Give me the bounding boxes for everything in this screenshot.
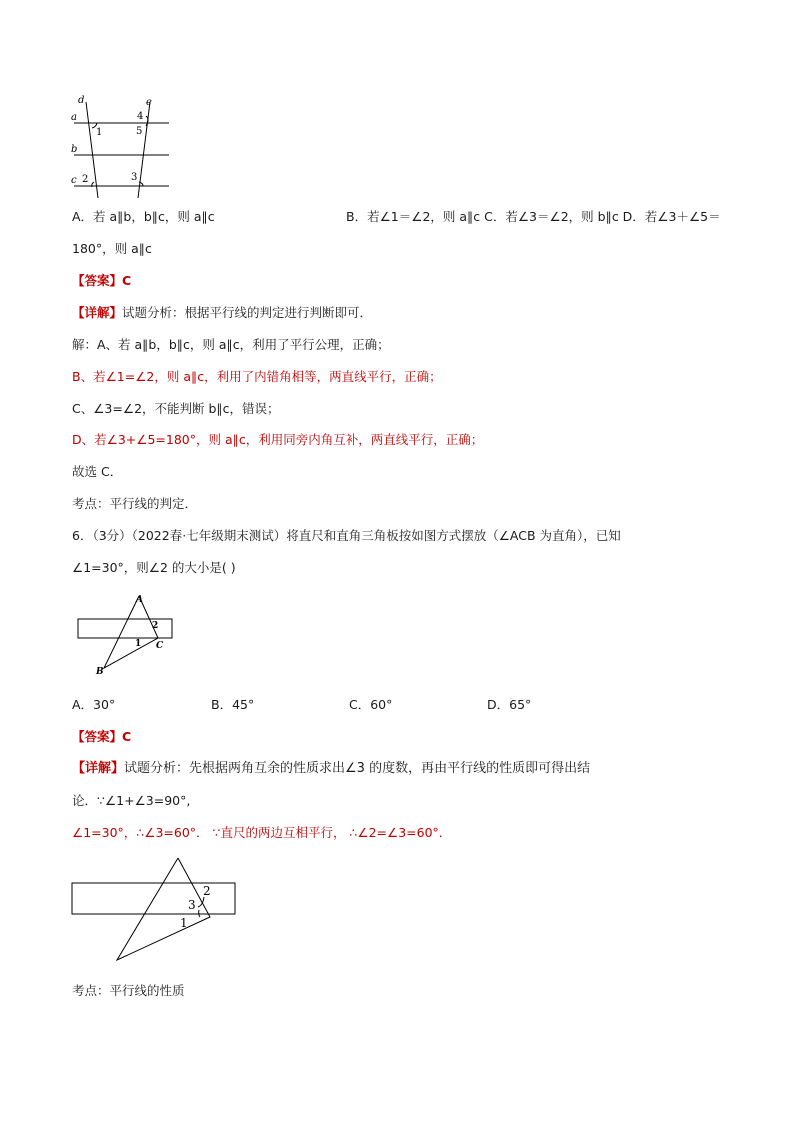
q6-detail <box>72 761 590 777</box>
q5-solution-line-3: C、∠3=∠2，不能判断 b∥c，错误； <box>72 401 280 416</box>
fig3-label-3: 3 <box>188 898 196 912</box>
q5-option-a: A．若 a∥b，b∥c，则 a∥c <box>72 209 215 224</box>
parallel-lines-figure <box>66 94 176 198</box>
ruler-triangle-angle3-figure <box>70 855 240 961</box>
q6-stem-line-2: ∠1=30°，则∠2 的大小是( ) <box>72 560 236 575</box>
q6-option-b: B．45° <box>211 697 255 712</box>
answer-value: C <box>122 729 132 744</box>
answer-tag: 【答案】 <box>72 273 123 288</box>
q5-kaodian: 考点：平行线的判定． <box>72 496 198 511</box>
q6-kaodian: 考点：平行线的性质 <box>72 983 185 998</box>
fig2-label-2: 2 <box>152 621 159 631</box>
fig1-label-3: 3 <box>131 172 138 183</box>
fig1-label-e: e <box>146 97 152 108</box>
detail-text: 试题分析：根据平行线的判定进行判断即可． <box>122 305 373 320</box>
q5-options-bcd: B．若∠1＝∠2，则 a∥c C．若∠3＝∠2，则 b∥c D．若∠3＋∠5＝ <box>346 209 721 224</box>
ruler-triangle-figure <box>72 590 176 676</box>
q5-answer <box>72 273 131 289</box>
q5-solution-line-1: 解：A、若 a∥b，b∥c，则 a∥c，利用了平行公理，正确； <box>72 337 390 352</box>
q5-option-d-continued: 180°，则 a∥c <box>72 241 152 256</box>
fig1-label-2: 2 <box>82 174 89 185</box>
answer-tag: 【答案】 <box>72 729 123 744</box>
q6-detail-line-2: 论．∵∠1+∠3=90°, <box>72 793 191 808</box>
detail-text: 试题分析：先根据两角互余的性质求出∠3 的度数，再由平行线的性质即可得出结 <box>124 761 591 776</box>
fig3-label-1: 1 <box>180 916 188 930</box>
q5-detail <box>72 305 372 321</box>
q5-choose: 故选 C． <box>72 464 123 479</box>
q6-stem-line-1: 6．（3分）（2022春·七年级期末测试）将直尺和直角三角板按如图方式摆放（∠ACB 为直角），已知 <box>72 528 621 543</box>
q6-option-c: C．60° <box>349 697 393 712</box>
fig1-label-d: d <box>78 95 85 106</box>
q6-option-d: D．65° <box>487 697 532 712</box>
fig2-label-A: A <box>136 595 143 605</box>
fig1-label-c: c <box>71 175 77 186</box>
detail-tag: 【详解】 <box>72 761 125 776</box>
fig2-label-1: 1 <box>135 639 142 649</box>
fig1-label-1: 1 <box>96 127 103 138</box>
answer-value: C <box>122 273 132 288</box>
fig2-label-B: B <box>96 667 104 676</box>
q6-answer <box>72 729 131 745</box>
q5-solution-line-4: D、若∠3+∠5=180°，则 a∥c，利用同旁内角互补，两直线平行，正确； <box>72 432 484 447</box>
q6-detail-line-3: ∠1=30°，∴∠3=60°． ∵直尺的两边互相平行， ∴∠2=∠3=60°． <box>72 825 452 840</box>
fig2-label-C: C <box>156 641 164 651</box>
fig1-label-4: 4 <box>137 111 144 122</box>
detail-tag: 【详解】 <box>72 305 123 320</box>
fig1-label-a: a <box>71 112 77 123</box>
fig1-label-b: b <box>71 144 78 155</box>
fig3-label-2: 2 <box>203 884 211 898</box>
q5-solution-line-2: B、若∠1=∠2，则 a∥c，利用了内错角相等，两直线平行，正确； <box>72 369 442 384</box>
fig1-label-5: 5 <box>136 126 143 137</box>
q6-option-a: A．30° <box>72 697 116 712</box>
